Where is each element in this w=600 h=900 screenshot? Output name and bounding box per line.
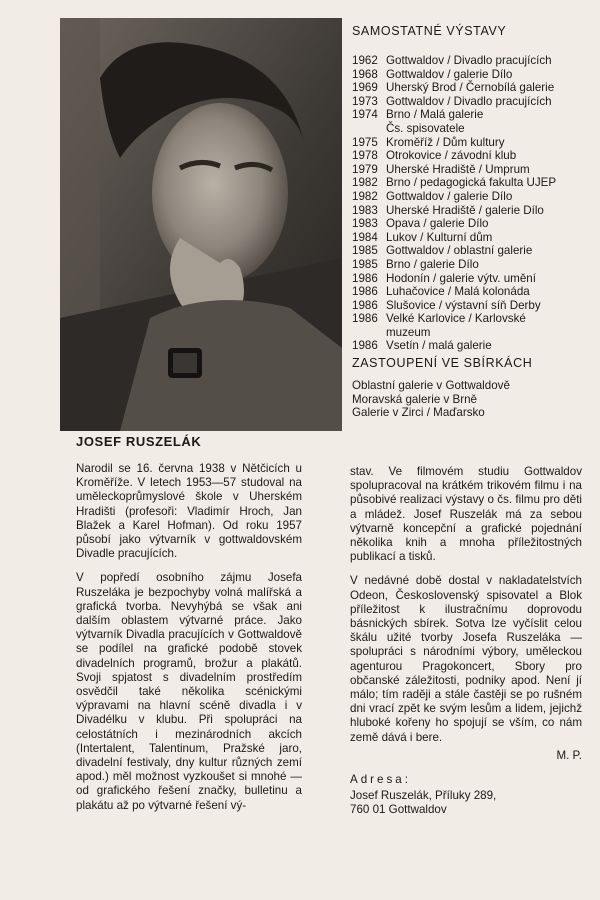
exhibition-place: Gottwaldov / Divadlo pracujících [386, 94, 552, 108]
exhibition-year: 1968 [352, 67, 378, 81]
exhibition-place: Opava / galerie Dílo [386, 217, 489, 231]
list-item [352, 231, 592, 245]
bio-paragraph: Narodil se 16. června 1938 v Nětčicích u Kroměříže. V letech 1953—57 studoval na uměleckoprůmyslové škole v Uherském Hradišti (profesoři: Vladimír Hroch, Jan Blažek a Karel Hofman). Od roku 1957 působí jako výtvarník v gottwaldovském Divadle pracujících. [76, 462, 302, 561]
bio-paragraph: stav. Ve filmovém studiu Gottwaldov spolupracoval na krátkém trikovém filmu i na působivé realizaci výstavy o čs. filmu pro děti a mládež. Josef Ruszelák má za sebou výtvarně koncepční a grafické pojednání několika knih a mnoha příležitostných publikací a tisků. [350, 465, 582, 564]
exhibition-place: Uherské Hradiště / galerie Dílo [386, 203, 544, 217]
exhibition-place: Gottwaldov / galerie Dílo [386, 67, 513, 81]
list-item [352, 190, 592, 204]
list-item [352, 54, 592, 68]
exhibition-place: muzeum [386, 325, 431, 339]
collections-list [352, 379, 510, 420]
collections-title: ZASTOUPENÍ VE SBÍRKÁCH [352, 356, 533, 370]
list-item [352, 108, 592, 122]
exhibition-place: Kroměříž / Dům kultury [386, 135, 505, 149]
exhibition-year: 1973 [352, 94, 378, 108]
list-item [352, 163, 592, 177]
exhibition-place: Lukov / Kulturní dům [386, 230, 493, 244]
exhibition-place: Gottwaldov / Divadlo pracujících [386, 54, 552, 67]
exhibition-year: 1986 [352, 312, 378, 326]
list-item [352, 217, 592, 231]
address-line: 760 01 Gottwaldov [350, 803, 447, 817]
address-line: Josef Ruszelák, Příluky 289, [350, 789, 497, 803]
exhibition-place: Vsetín / malá galerie [386, 339, 492, 353]
list-item [352, 258, 592, 272]
exhibition-year: 1969 [352, 81, 378, 95]
artist-name: JOSEF RUSZELÁK [76, 434, 202, 449]
bio-column-right [350, 465, 582, 818]
exhibition-year: 1962 [352, 54, 378, 67]
list-item [352, 326, 592, 340]
exhibition-year [352, 122, 386, 136]
address [350, 789, 582, 817]
list-item [352, 176, 592, 190]
exhibition-year: 1979 [352, 162, 378, 176]
exhibition-place: Brno / Malá galerie [386, 108, 484, 122]
exhibition-year: 1984 [352, 230, 378, 244]
exhibition-place: Uherský Brod / Černobílá galerie [386, 81, 555, 95]
bio-column-left [76, 462, 302, 823]
portrait-photo [60, 18, 342, 431]
list-item [352, 299, 592, 313]
list-item: Oblastní galerie v Gottwaldově [352, 379, 510, 392]
list-item [352, 149, 592, 163]
list-item [352, 81, 592, 95]
exhibition-year: 1975 [352, 135, 378, 149]
list-item [352, 312, 592, 326]
list-item: Moravská galerie v Brně [352, 392, 478, 406]
exhibition-year: 1983 [352, 217, 378, 231]
exhibition-place: Luhačovice / Malá kolonáda [386, 285, 530, 299]
exhibition-year: 1986 [352, 271, 378, 285]
exhibition-place: Gottwaldov / galerie Dílo [386, 189, 513, 203]
exhibition-year: 1986 [352, 298, 378, 312]
exhibition-year: 1983 [352, 203, 378, 217]
exhibition-year [352, 326, 386, 340]
bio-paragraph: V nedávné době dostal v nakladatelstvích Odeon, Československý spisovatel a Blok příležitost k ilustračnímu doprovodu básnických sbírek. Sotva lze vyčíslit celou škálu užité tvorby Josefa Ruszeláka — spolupráci s národními výbory, uměleckou agenturou Pragokoncert, Sbory pro občanské záležitosti, podniky apod. Není jí málo; tím raději a stále častěji se po rušném dni vrací zpět ke svým lesům a lidem, jejichž hluboké kořeny ho spojují se vším, co nám země dává i bere. [350, 574, 582, 744]
exhibition-year: 1986 [352, 285, 378, 299]
exhibition-year: 1986 [352, 339, 378, 353]
list-item [352, 244, 592, 258]
bio-paragraph: V popředí osobního zájmu Josefa Ruszeláka je bezpochyby volná malířská a grafická tvorba. Nevyhýbá se však ani dalším oblastem výtvarné práce. Jako výtvarník Divadla pracujících v Gottwaldově se podílel na grafické podobě stovek divadelních programů, brožur a plakátů. Svoji spjatost s divadelním prostředím osvědčil také několika scénickými výpravami na hlavní scéně divadla i v Divadélku v klubu. Při spolupráci na celostátních i mezinárodních akcích (Intertalent, Talentinum, Pražské jaro, divadelní festivaly, dny kultur různých zemí apod.) měl možnost vyzkoušet si mnohé — od grafického řešení značky, bulletinu a plakátu až po výtvarné řešení vý- [76, 571, 302, 812]
exhibition-year: 1985 [352, 244, 378, 258]
exhibition-year: 1985 [352, 257, 378, 271]
exhibition-place: Brno / pedagogická fakulta UJEP [386, 176, 557, 190]
exhibition-place: Hodonín / galerie výtv. umění [386, 271, 536, 285]
exhibition-year: 1982 [352, 176, 378, 190]
exhibition-place: Uherské Hradiště / Umprum [386, 162, 530, 176]
list-item [352, 136, 592, 150]
list-item [352, 68, 592, 82]
exhibition-place: Brno / galerie Dílo [386, 257, 479, 271]
exhibition-place: Čs. spisovatele [386, 121, 465, 135]
list-item [352, 285, 592, 299]
exhibitions-list [352, 54, 592, 353]
list-item [352, 95, 592, 109]
exhibition-place: Gottwaldov / oblastní galerie [386, 244, 533, 258]
list-item [352, 272, 592, 286]
exhibition-place: Velké Karlovice / Karlovské [386, 312, 526, 326]
author-signature: M. P. [556, 748, 582, 762]
exhibition-year: 1982 [352, 189, 378, 203]
list-item [352, 339, 592, 353]
exhibition-year: 1974 [352, 108, 378, 122]
exhibition-place: Otrokovice / závodní klub [386, 149, 517, 163]
exhibition-place: Slušovice / výstavní síň Derby [386, 298, 541, 312]
list-item [352, 204, 592, 218]
list-item: Galerie v Zirci / Maďarsko [352, 406, 485, 420]
exhibition-year: 1978 [352, 149, 378, 163]
list-item [352, 122, 592, 136]
address-label: Adresa: [350, 773, 411, 787]
exhibitions-title: SAMOSTATNÉ VÝSTAVY [352, 24, 507, 38]
